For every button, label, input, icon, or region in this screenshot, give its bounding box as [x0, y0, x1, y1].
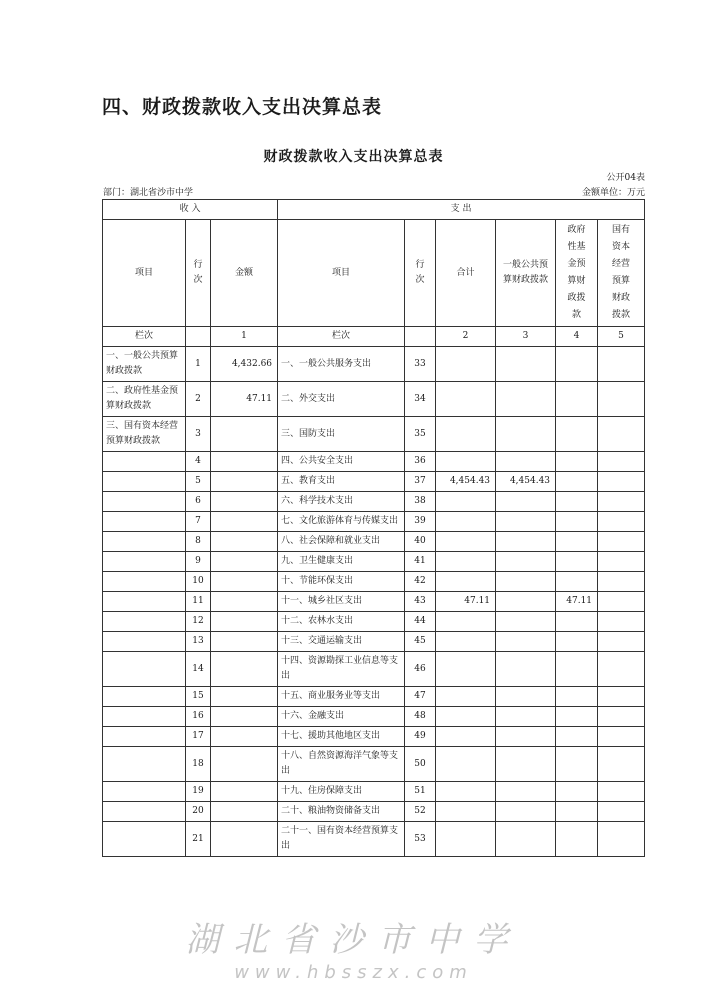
- expense-row-no-cell: 52: [405, 802, 436, 822]
- state-capital-cell: [598, 632, 645, 652]
- total-cell: [436, 452, 496, 472]
- total-cell: [436, 552, 496, 572]
- income-row-no-cell: 21: [186, 822, 211, 857]
- expense-row-no-cell: 50: [405, 747, 436, 782]
- income-row-no-cell: 3: [186, 417, 211, 452]
- general-budget-cell: [496, 687, 556, 707]
- general-budget-cell: [496, 572, 556, 592]
- col-number: 1: [211, 327, 278, 347]
- table-row: [103, 822, 645, 857]
- watermark-url: www.hbsszx.com: [234, 962, 473, 983]
- expense-group-header: 支 出: [278, 200, 645, 220]
- income-item-cell: [103, 687, 186, 707]
- expense-row-no-cell: 46: [405, 652, 436, 687]
- income-amount-header: 金额: [211, 220, 278, 327]
- income-amount-cell: [211, 572, 278, 592]
- income-item-cell: 三、国有资本经营预算财政拨款: [103, 417, 186, 452]
- general-budget-cell: [496, 492, 556, 512]
- income-row-no-cell: 1: [186, 347, 211, 382]
- expense-item-cell: 十八、自然资源海洋气象等支出: [278, 747, 405, 782]
- state-capital-cell: [598, 822, 645, 857]
- income-amount-cell: [211, 417, 278, 452]
- income-row-no-cell: 13: [186, 632, 211, 652]
- income-row-no-cell: 8: [186, 532, 211, 552]
- income-item-cell: [103, 727, 186, 747]
- expense-row-no-cell: 49: [405, 727, 436, 747]
- income-row-no-cell: 20: [186, 802, 211, 822]
- income-row-no-cell: 5: [186, 472, 211, 492]
- amount-unit-label: 金额单位：万元: [581, 188, 645, 198]
- total-header: 合计: [436, 220, 496, 327]
- income-item-cell: [103, 612, 186, 632]
- general-budget-cell: [496, 382, 556, 417]
- table-row: [103, 802, 645, 822]
- gov-fund-cell: [556, 472, 598, 492]
- expense-row-no-cell: 38: [405, 492, 436, 512]
- total-cell: [436, 492, 496, 512]
- table-row: [103, 612, 645, 632]
- col-number: 5: [598, 327, 645, 347]
- general-budget-header: 一般公共预算财政拨款: [496, 220, 556, 327]
- expense-item-cell: 七、文化旅游体育与传媒支出: [278, 512, 405, 532]
- income-amount-cell: [211, 472, 278, 492]
- state-capital-header: 国有资本经营预算财政拨款: [598, 220, 645, 327]
- expense-row-no-cell: 37: [405, 472, 436, 492]
- table-row: [103, 707, 645, 727]
- department-label: 部门：湖北省沙市中学: [103, 188, 194, 198]
- income-row-no-cell: 9: [186, 552, 211, 572]
- state-capital-cell: [598, 592, 645, 612]
- col-label: 栏次: [278, 327, 405, 347]
- gov-fund-cell: [556, 612, 598, 632]
- total-cell: [436, 572, 496, 592]
- gov-fund-cell: [556, 727, 598, 747]
- col-blank: [186, 327, 211, 347]
- expense-item-cell: 十五、商业服务业等支出: [278, 687, 405, 707]
- expense-row-no-cell: 43: [405, 592, 436, 612]
- income-row-no-cell: 2: [186, 382, 211, 417]
- gov-fund-cell: [556, 532, 598, 552]
- state-capital-cell: [598, 727, 645, 747]
- col-number: 4: [556, 327, 598, 347]
- income-amount-cell: [211, 452, 278, 472]
- expense-row-no-cell: 36: [405, 452, 436, 472]
- general-budget-cell: [496, 452, 556, 472]
- state-capital-cell: [598, 802, 645, 822]
- general-budget-cell: [496, 532, 556, 552]
- expense-item-cell: 十三、交通运输支出: [278, 632, 405, 652]
- expense-row-no-cell: 34: [405, 382, 436, 417]
- total-cell: [436, 512, 496, 532]
- gov-fund-cell: [556, 707, 598, 727]
- income-row-no-cell: 10: [186, 572, 211, 592]
- expense-row-no-cell: 45: [405, 632, 436, 652]
- gov-fund-cell: [556, 687, 598, 707]
- expense-item-cell: 十七、援助其他地区支出: [278, 727, 405, 747]
- income-amount-cell: [211, 822, 278, 857]
- income-row-no-cell: 18: [186, 747, 211, 782]
- income-row-no-cell: 14: [186, 652, 211, 687]
- income-amount-cell: [211, 687, 278, 707]
- total-cell: [436, 612, 496, 632]
- gov-fund-cell: [556, 782, 598, 802]
- state-capital-cell: [598, 552, 645, 572]
- table-row: [103, 632, 645, 652]
- income-item-cell: [103, 707, 186, 727]
- general-budget-cell: [496, 512, 556, 532]
- gov-fund-cell: [556, 822, 598, 857]
- col-number: 2: [436, 327, 496, 347]
- general-budget-cell: [496, 592, 556, 612]
- income-row-no-cell: 19: [186, 782, 211, 802]
- general-budget-cell: [496, 417, 556, 452]
- income-amount-cell: [211, 632, 278, 652]
- general-budget-cell: 4,454.43: [496, 472, 556, 492]
- expense-row-no-cell: 48: [405, 707, 436, 727]
- expense-item-cell: 二十一、国有资本经营预算支出: [278, 822, 405, 857]
- income-item-cell: [103, 802, 186, 822]
- expense-item-cell: 二十、粮油物资储备支出: [278, 802, 405, 822]
- income-item-cell: [103, 572, 186, 592]
- expense-row-no-cell: 35: [405, 417, 436, 452]
- watermark-logo-text: 湖北省沙市中学: [185, 920, 522, 960]
- gov-fund-cell: [556, 492, 598, 512]
- state-capital-cell: [598, 532, 645, 552]
- income-row-no-cell: 11: [186, 592, 211, 612]
- income-row-no-cell: 4: [186, 452, 211, 472]
- expense-item-cell: 十、节能环保支出: [278, 572, 405, 592]
- total-cell: [436, 822, 496, 857]
- gov-fund-cell: [556, 347, 598, 382]
- gov-fund-cell: [556, 452, 598, 472]
- expense-item-cell: 三、国防支出: [278, 417, 405, 452]
- table-row: [103, 452, 645, 472]
- income-item-cell: [103, 452, 186, 472]
- expense-row-no-cell: 44: [405, 612, 436, 632]
- total-cell: 47.11: [436, 592, 496, 612]
- table-row: [103, 417, 645, 452]
- state-capital-cell: [598, 652, 645, 687]
- expense-item-header: 项目: [278, 220, 405, 327]
- table-row: [103, 592, 645, 612]
- expense-row-no-cell: 41: [405, 552, 436, 572]
- expense-item-cell: 五、教育支出: [278, 472, 405, 492]
- income-row-no-cell: 16: [186, 707, 211, 727]
- income-item-cell: [103, 652, 186, 687]
- general-budget-cell: [496, 727, 556, 747]
- income-amount-cell: 4,432.66: [211, 347, 278, 382]
- gov-fund-header: 政府性基金预算财政拨款: [556, 220, 598, 327]
- state-capital-cell: [598, 382, 645, 417]
- budget-final-accounts-table: [102, 199, 645, 857]
- expense-item-cell: 十六、金融支出: [278, 707, 405, 727]
- total-cell: [436, 747, 496, 782]
- income-item-cell: 二、政府性基金预算财政拨款: [103, 382, 186, 417]
- income-item-cell: [103, 747, 186, 782]
- general-budget-cell: [496, 802, 556, 822]
- general-budget-cell: [496, 822, 556, 857]
- table-title: 财政拨款收入支出决算总表: [263, 149, 444, 165]
- state-capital-cell: [598, 452, 645, 472]
- general-budget-cell: [496, 707, 556, 727]
- state-capital-cell: [598, 512, 645, 532]
- general-budget-cell: [496, 612, 556, 632]
- expense-row-no-cell: 33: [405, 347, 436, 382]
- income-row-no-cell: 17: [186, 727, 211, 747]
- state-capital-cell: [598, 707, 645, 727]
- expense-item-cell: 二、外交支出: [278, 382, 405, 417]
- income-row-no-cell: 12: [186, 612, 211, 632]
- total-cell: [436, 632, 496, 652]
- table-row: [103, 347, 645, 382]
- income-item-cell: [103, 472, 186, 492]
- income-amount-cell: [211, 727, 278, 747]
- general-budget-cell: [496, 632, 556, 652]
- expense-row-no-cell: 39: [405, 512, 436, 532]
- gov-fund-cell: [556, 417, 598, 452]
- income-row-no-header: 行次: [186, 220, 211, 327]
- state-capital-cell: [598, 417, 645, 452]
- table-row: [103, 572, 645, 592]
- income-item-cell: [103, 632, 186, 652]
- state-capital-cell: [598, 472, 645, 492]
- income-amount-cell: [211, 782, 278, 802]
- state-capital-cell: [598, 747, 645, 782]
- total-cell: [436, 707, 496, 727]
- total-cell: 4,454.43: [436, 472, 496, 492]
- col-number: 3: [496, 327, 556, 347]
- table-row: [103, 532, 645, 552]
- table-row: [103, 782, 645, 802]
- income-row-no-cell: 7: [186, 512, 211, 532]
- total-cell: [436, 727, 496, 747]
- expense-item-cell: 十二、农林水支出: [278, 612, 405, 632]
- expense-row-no-cell: 42: [405, 572, 436, 592]
- state-capital-cell: [598, 687, 645, 707]
- gov-fund-cell: [556, 552, 598, 572]
- total-cell: [436, 782, 496, 802]
- expense-item-cell: 六、科学技术支出: [278, 492, 405, 512]
- expense-row-no-cell: 47: [405, 687, 436, 707]
- state-capital-cell: [598, 492, 645, 512]
- state-capital-cell: [598, 572, 645, 592]
- income-amount-cell: [211, 802, 278, 822]
- total-cell: [436, 687, 496, 707]
- table-row: [103, 687, 645, 707]
- table-row: [103, 652, 645, 687]
- col-blank: [405, 327, 436, 347]
- general-budget-cell: [496, 747, 556, 782]
- table-row: [103, 552, 645, 572]
- state-capital-cell: [598, 612, 645, 632]
- income-row-no-cell: 6: [186, 492, 211, 512]
- total-cell: [436, 417, 496, 452]
- gov-fund-cell: [556, 512, 598, 532]
- table-row: [103, 492, 645, 512]
- table-row: [103, 727, 645, 747]
- table-row: [103, 382, 645, 417]
- income-amount-cell: [211, 532, 278, 552]
- total-cell: [436, 347, 496, 382]
- expense-item-cell: 一、一般公共服务支出: [278, 347, 405, 382]
- table-row: [103, 472, 645, 492]
- income-amount-cell: [211, 652, 278, 687]
- table-row: [103, 512, 645, 532]
- income-amount-cell: 47.11: [211, 382, 278, 417]
- income-item-cell: [103, 822, 186, 857]
- general-budget-cell: [496, 347, 556, 382]
- expense-item-cell: 十九、住房保障支出: [278, 782, 405, 802]
- gov-fund-cell: 47.11: [556, 592, 598, 612]
- income-group-header: 收 入: [103, 200, 278, 220]
- total-cell: [436, 382, 496, 417]
- gov-fund-cell: [556, 652, 598, 687]
- state-capital-cell: [598, 782, 645, 802]
- gov-fund-cell: [556, 572, 598, 592]
- expense-row-no-header: 行次: [405, 220, 436, 327]
- income-amount-cell: [211, 592, 278, 612]
- income-item-header: 项目: [103, 220, 186, 327]
- expense-item-cell: 四、公共安全支出: [278, 452, 405, 472]
- income-amount-cell: [211, 747, 278, 782]
- expense-item-cell: 十一、城乡社区支出: [278, 592, 405, 612]
- gov-fund-cell: [556, 802, 598, 822]
- total-cell: [436, 802, 496, 822]
- table-row: [103, 747, 645, 782]
- state-capital-cell: [598, 347, 645, 382]
- expense-row-no-cell: 51: [405, 782, 436, 802]
- income-amount-cell: [211, 552, 278, 572]
- expense-item-cell: 九、卫生健康支出: [278, 552, 405, 572]
- income-item-cell: [103, 552, 186, 572]
- income-row-no-cell: 15: [186, 687, 211, 707]
- expense-item-cell: 八、社会保障和就业支出: [278, 532, 405, 552]
- income-item-cell: [103, 782, 186, 802]
- income-amount-cell: [211, 612, 278, 632]
- total-cell: [436, 652, 496, 687]
- general-budget-cell: [496, 552, 556, 572]
- expense-item-cell: 十四、资源勘探工业信息等支出: [278, 652, 405, 687]
- income-item-cell: 一、一般公共预算财政拨款: [103, 347, 186, 382]
- gov-fund-cell: [556, 747, 598, 782]
- gov-fund-cell: [556, 382, 598, 417]
- income-item-cell: [103, 512, 186, 532]
- income-item-cell: [103, 592, 186, 612]
- col-label: 栏次: [103, 327, 186, 347]
- income-item-cell: [103, 532, 186, 552]
- income-amount-cell: [211, 492, 278, 512]
- gov-fund-cell: [556, 632, 598, 652]
- form-number: 公开04表: [606, 173, 645, 183]
- total-cell: [436, 532, 496, 552]
- expense-row-no-cell: 53: [405, 822, 436, 857]
- section-title: 四、财政拨款收入支出决算总表: [102, 96, 383, 118]
- income-amount-cell: [211, 512, 278, 532]
- general-budget-cell: [496, 652, 556, 687]
- general-budget-cell: [496, 782, 556, 802]
- expense-row-no-cell: 40: [405, 532, 436, 552]
- income-item-cell: [103, 492, 186, 512]
- income-amount-cell: [211, 707, 278, 727]
